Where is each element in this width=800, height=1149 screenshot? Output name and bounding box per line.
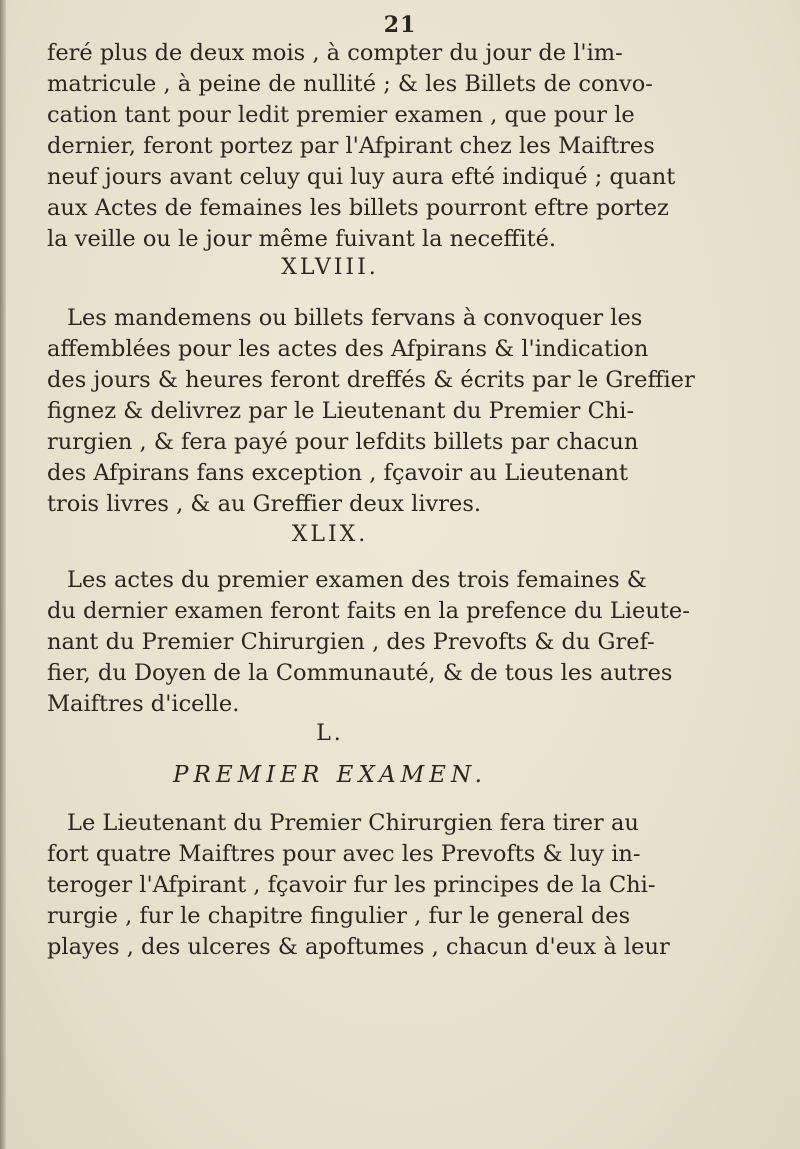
text-line: la veille ou le jour même fuivant la neceffité. — [47, 226, 557, 252]
text-line: Maiftres d'icelle. — [47, 691, 240, 717]
article-heading-49: XLIX. — [291, 522, 369, 547]
text-line: Les mandemens ou billets fervans à convoquer les — [67, 305, 643, 331]
text-line: teroger l'Afpirant , fçavoir fur les principes de la Chi- — [47, 872, 656, 898]
page-binding-edge — [0, 0, 6, 1149]
text-line: feré plus de deux mois , à compter du jour de l'im- — [47, 40, 623, 66]
paragraph-continuation — [47, 38, 676, 255]
text-line: aux Actes de femaines les billets pourront eftre portez — [47, 195, 669, 221]
text-line: fignez & delivrez par le Lieutenant du Premier Chi- — [47, 398, 635, 424]
text-line: rurgien , & fera payé pour lefdits billets par chacun — [47, 429, 639, 455]
text-line: fort quatre Maiftres pour avec les Prevofts & luy in- — [47, 841, 641, 867]
text-line: des Afpirans fans exception , fçavoir au Lieutenant — [47, 460, 629, 486]
text-line: matricule , à peine de nullité ; & les Billets de convo- — [47, 71, 653, 97]
section-heading-premier-examen: PREMIER EXAMEN. — [173, 762, 487, 788]
text-line: rurgie , fur le chapitre fingulier , fur le general des — [47, 903, 631, 929]
text-line: affemblées pour les actes des Afpirans & l'indication — [47, 336, 649, 362]
text-line: nant du Premier Chirurgien , des Prevofts & du Gref- — [47, 629, 655, 655]
article-heading-50: L. — [316, 721, 344, 746]
paragraph-article-48 — [47, 303, 695, 520]
text-line: Les actes du premier examen des trois femaines & — [67, 567, 647, 593]
text-line: neuf jours avant celuy qui luy aura efté indiqué ; quant — [47, 164, 676, 190]
text-line: du dernier examen feront faits en la prefence du Lieute- — [47, 598, 690, 624]
text-line: des jours & heures feront dreffés & écrits par le Greffier — [47, 367, 695, 393]
text-line: trois livres , & au Greffier deux livres. — [47, 491, 482, 517]
text-line: Le Lieutenant du Premier Chirurgien fera tirer au — [67, 810, 639, 836]
text-line: cation tant pour ledit premier examen , que pour le — [47, 102, 635, 128]
text-line: fier, du Doyen de la Communauté, & de tous les autres — [47, 660, 673, 686]
text-line: playes , des ulceres & apoftumes , chacun d'eux à leur — [47, 934, 670, 960]
text-line: dernier, feront portez par l'Afpirant chez les Maiftres — [47, 133, 655, 159]
paragraph-article-49 — [47, 565, 690, 720]
paragraph-article-50 — [47, 808, 670, 963]
page-number: 21 — [383, 12, 417, 38]
article-heading-48: XLVIII. — [281, 255, 379, 280]
